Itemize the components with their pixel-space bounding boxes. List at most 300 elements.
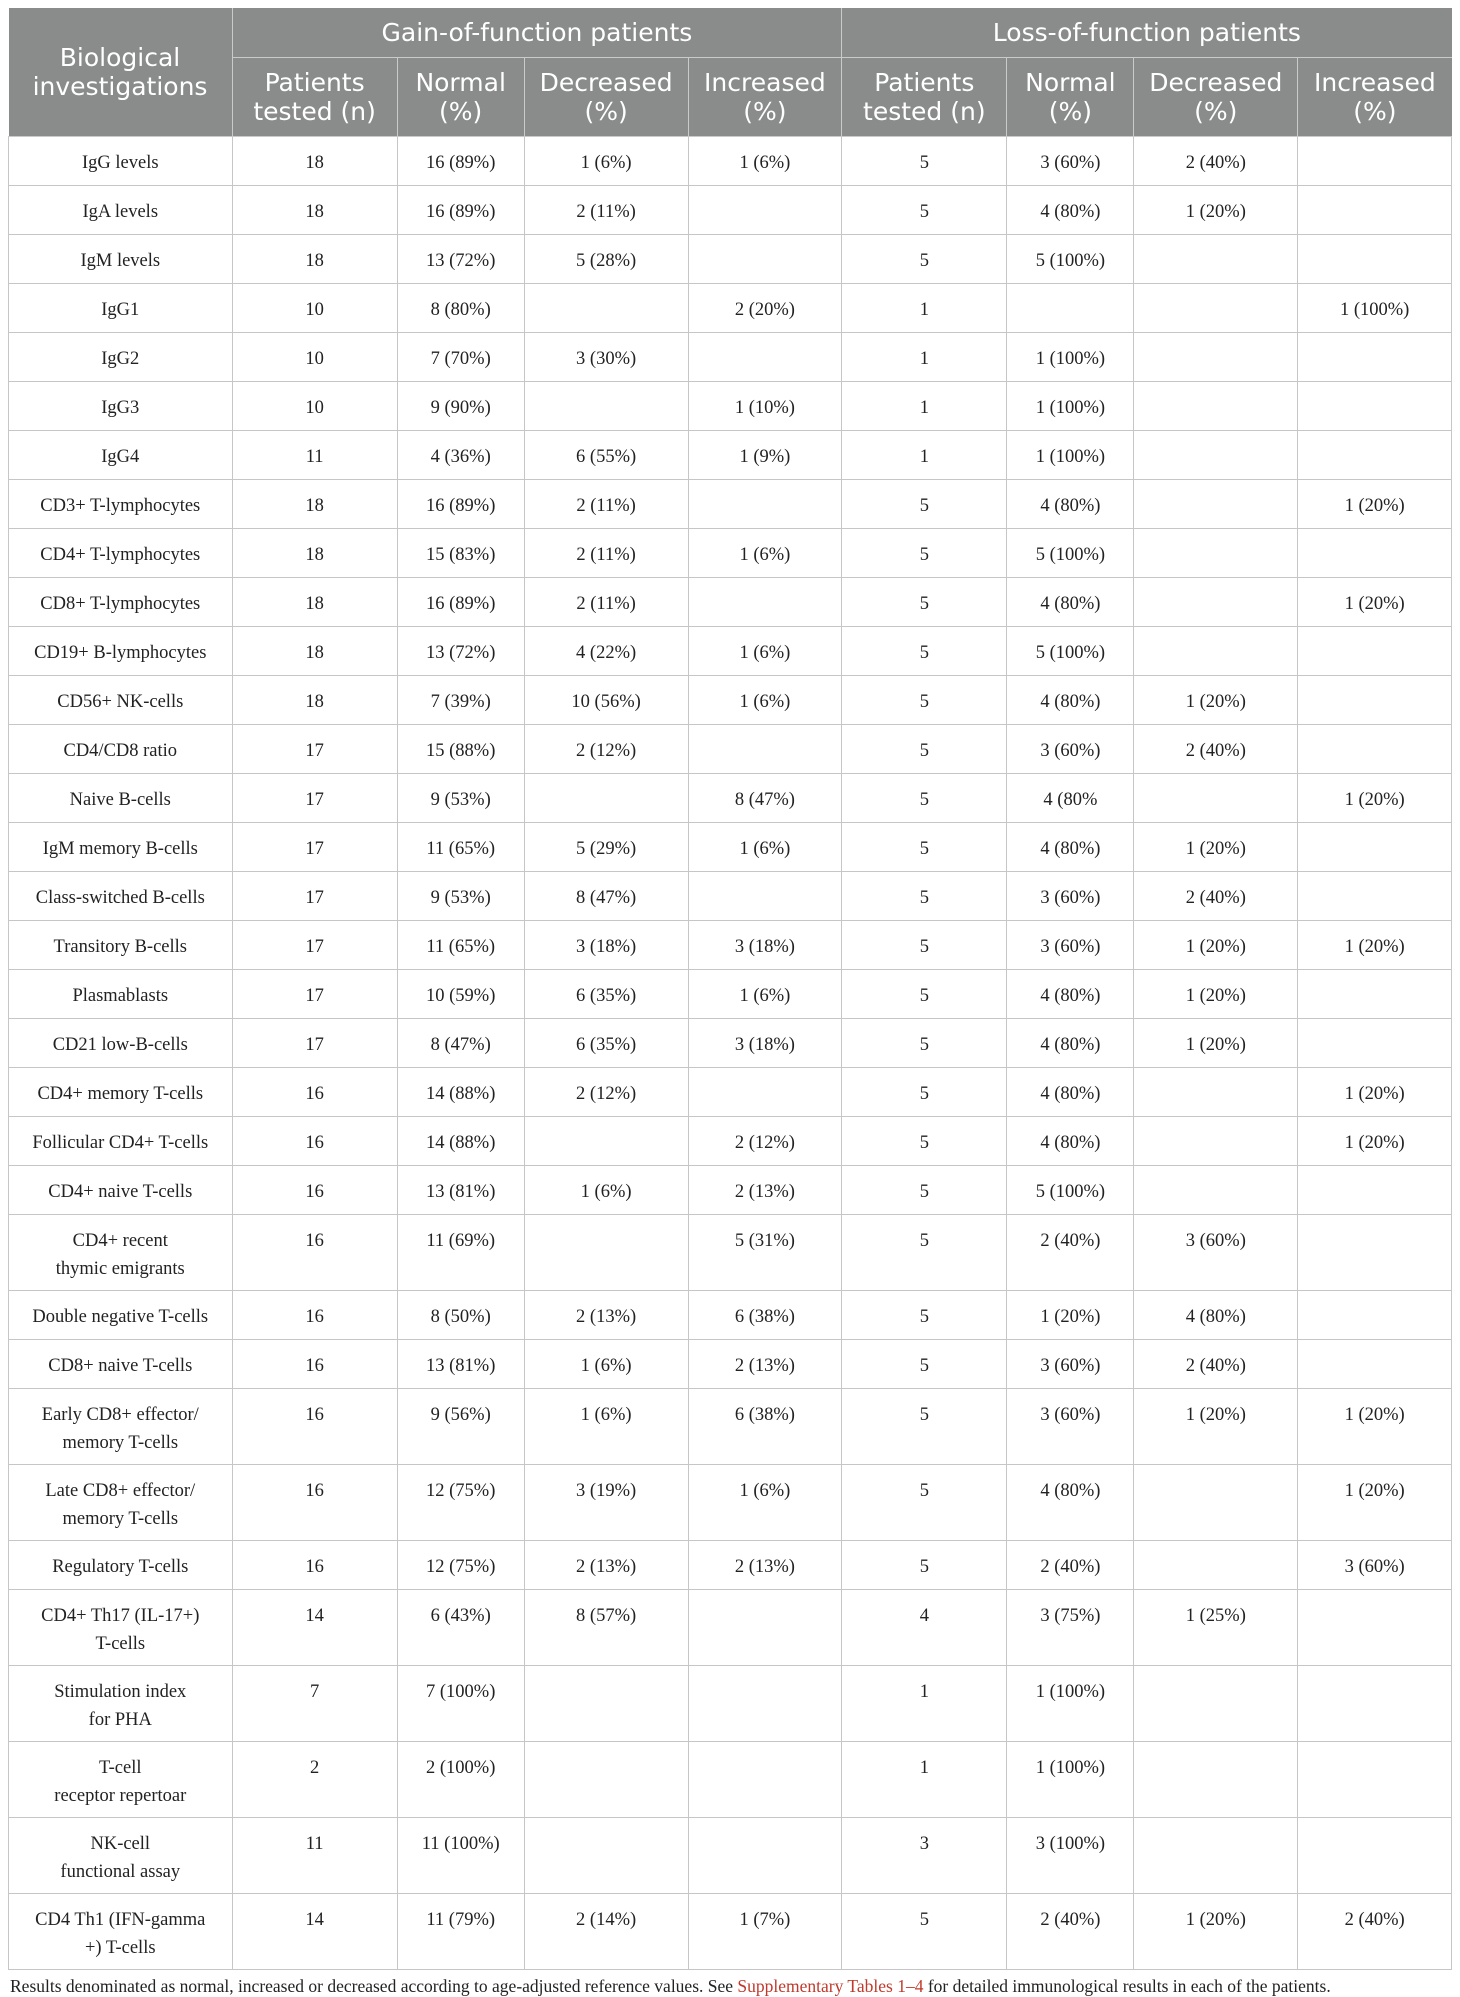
gain-increased-cell: 1 (6%) — [688, 627, 842, 676]
gain-increased-cell: 3 (18%) — [688, 1019, 842, 1068]
gain-increased-cell: 2 (13%) — [688, 1541, 842, 1590]
loss-increased-cell — [1298, 1742, 1452, 1818]
loss-decreased-cell — [1134, 1068, 1298, 1117]
gain-tested-cell: 17 — [232, 725, 397, 774]
loss-increased-cell — [1298, 431, 1452, 480]
gain-increased-cell: 2 (13%) — [688, 1340, 842, 1389]
gain-tested-cell: 17 — [232, 921, 397, 970]
loss-tested-cell: 5 — [842, 627, 1007, 676]
gain-decreased-cell: 5 (29%) — [524, 823, 688, 872]
gain-increased-cell — [688, 186, 842, 235]
gain-normal-cell: 16 (89%) — [397, 186, 524, 235]
gain-increased-cell — [688, 578, 842, 627]
gain-tested-cell: 10 — [232, 284, 397, 333]
loss-tested-cell: 5 — [842, 1215, 1007, 1291]
loss-tested-cell: 4 — [842, 1590, 1007, 1666]
gain-normal-cell: 8 (50%) — [397, 1291, 524, 1340]
table-row — [9, 627, 1452, 676]
gain-increased-cell — [688, 480, 842, 529]
row-label: IgA levels — [9, 186, 233, 235]
gain-tested-cell: 18 — [232, 529, 397, 578]
loss-decreased-cell — [1134, 284, 1298, 333]
loss-normal-cell: 3 (75%) — [1007, 1590, 1134, 1666]
gain-increased-cell: 1 (6%) — [688, 823, 842, 872]
gain-tested-cell: 7 — [232, 1666, 397, 1742]
row-label: Transitory B-cells — [9, 921, 233, 970]
loss-increased-cell: 1 (20%) — [1298, 921, 1452, 970]
loss-normal-cell: 1 (100%) — [1007, 382, 1134, 431]
loss-increased-cell — [1298, 186, 1452, 235]
row-label: Follicular CD4+ T-cells — [9, 1117, 233, 1166]
loss-normal-cell: 4 (80%) — [1007, 186, 1134, 235]
loss-normal-cell: 5 (100%) — [1007, 529, 1134, 578]
loss-decreased-cell — [1134, 1166, 1298, 1215]
row-label: Plasmablasts — [9, 970, 233, 1019]
group-header-loss: Loss-of-function patients — [842, 8, 1452, 58]
col-header-increased: Increased (%) — [688, 58, 842, 137]
table-row — [9, 872, 1452, 921]
loss-normal-cell: 1 (100%) — [1007, 1742, 1134, 1818]
row-label: Stimulation index for PHA — [9, 1666, 233, 1742]
gain-tested-cell: 17 — [232, 1019, 397, 1068]
gain-increased-cell: 2 (20%) — [688, 284, 842, 333]
gain-tested-cell: 16 — [232, 1465, 397, 1541]
gain-increased-cell: 3 (18%) — [688, 921, 842, 970]
loss-decreased-cell: 4 (80%) — [1134, 1291, 1298, 1340]
table-row — [9, 1340, 1452, 1389]
gain-normal-cell: 14 (88%) — [397, 1068, 524, 1117]
loss-increased-cell — [1298, 529, 1452, 578]
gain-increased-cell: 1 (10%) — [688, 382, 842, 431]
loss-increased-cell: 1 (20%) — [1298, 1117, 1452, 1166]
gain-decreased-cell — [524, 382, 688, 431]
loss-normal-cell: 3 (100%) — [1007, 1818, 1134, 1894]
gain-normal-cell: 15 (88%) — [397, 725, 524, 774]
loss-increased-cell — [1298, 235, 1452, 284]
gain-tested-cell: 16 — [232, 1117, 397, 1166]
gain-decreased-cell: 3 (30%) — [524, 333, 688, 382]
gain-decreased-cell: 5 (28%) — [524, 235, 688, 284]
gain-normal-cell: 9 (53%) — [397, 774, 524, 823]
gain-increased-cell: 1 (6%) — [688, 1465, 842, 1541]
gain-normal-cell: 9 (53%) — [397, 872, 524, 921]
gain-tested-cell: 14 — [232, 1590, 397, 1666]
loss-decreased-cell — [1134, 1666, 1298, 1742]
table-row — [9, 1465, 1452, 1541]
col-header-normal: Normal (%) — [1007, 58, 1134, 137]
gain-decreased-cell: 6 (35%) — [524, 970, 688, 1019]
group-header-gain: Gain-of-function patients — [232, 8, 842, 58]
table-row — [9, 1215, 1452, 1291]
gain-decreased-cell: 1 (6%) — [524, 1389, 688, 1465]
gain-normal-cell: 16 (89%) — [397, 578, 524, 627]
gain-tested-cell: 16 — [232, 1166, 397, 1215]
loss-tested-cell: 5 — [842, 235, 1007, 284]
gain-tested-cell: 18 — [232, 676, 397, 725]
gain-decreased-cell: 3 (18%) — [524, 921, 688, 970]
loss-increased-cell — [1298, 1590, 1452, 1666]
gain-normal-cell: 2 (100%) — [397, 1742, 524, 1818]
loss-decreased-cell: 2 (40%) — [1134, 137, 1298, 186]
gain-decreased-cell: 2 (11%) — [524, 186, 688, 235]
loss-tested-cell: 5 — [842, 578, 1007, 627]
loss-decreased-cell — [1134, 1541, 1298, 1590]
loss-tested-cell: 5 — [842, 676, 1007, 725]
loss-normal-cell: 3 (60%) — [1007, 872, 1134, 921]
loss-tested-cell: 5 — [842, 1465, 1007, 1541]
loss-normal-cell: 3 (60%) — [1007, 725, 1134, 774]
gain-tested-cell: 16 — [232, 1389, 397, 1465]
loss-tested-cell: 5 — [842, 1894, 1007, 1970]
loss-decreased-cell: 2 (40%) — [1134, 725, 1298, 774]
gain-normal-cell: 13 (72%) — [397, 235, 524, 284]
gain-tested-cell: 18 — [232, 627, 397, 676]
gain-tested-cell: 16 — [232, 1291, 397, 1340]
loss-normal-cell: 3 (60%) — [1007, 1389, 1134, 1465]
gain-increased-cell — [688, 235, 842, 284]
table-footnote: Results denominated as normal, increased or decreased according to age-adjusted reference values. See Supplementary Tables 1–4 for detailed immunological results in each of the patients. — [10, 1976, 1331, 1996]
gain-increased-cell — [688, 1590, 842, 1666]
row-label: CD4/CD8 ratio — [9, 725, 233, 774]
table-header — [9, 8, 1452, 137]
loss-decreased-cell: 1 (20%) — [1134, 186, 1298, 235]
gain-tested-cell: 18 — [232, 137, 397, 186]
loss-decreased-cell — [1134, 431, 1298, 480]
loss-decreased-cell — [1134, 382, 1298, 431]
gain-decreased-cell — [524, 284, 688, 333]
loss-normal-cell: 4 (80%) — [1007, 1019, 1134, 1068]
loss-tested-cell: 5 — [842, 774, 1007, 823]
gain-decreased-cell — [524, 1117, 688, 1166]
col-header-normal: Normal (%) — [397, 58, 524, 137]
loss-increased-cell: 2 (40%) — [1298, 1894, 1452, 1970]
loss-normal-cell: 1 (100%) — [1007, 333, 1134, 382]
loss-decreased-cell — [1134, 235, 1298, 284]
gain-increased-cell — [688, 725, 842, 774]
col-header-tested: Patients tested (n) — [232, 58, 397, 137]
table-row — [9, 725, 1452, 774]
table-row — [9, 1541, 1452, 1590]
gain-tested-cell: 18 — [232, 186, 397, 235]
loss-increased-cell — [1298, 1666, 1452, 1742]
loss-normal-cell: 1 (20%) — [1007, 1291, 1134, 1340]
table-row — [9, 921, 1452, 970]
loss-increased-cell — [1298, 1340, 1452, 1389]
gain-increased-cell: 2 (12%) — [688, 1117, 842, 1166]
table-row — [9, 529, 1452, 578]
loss-increased-cell — [1298, 872, 1452, 921]
loss-tested-cell: 5 — [842, 1068, 1007, 1117]
loss-decreased-cell — [1134, 1818, 1298, 1894]
gain-increased-cell — [688, 333, 842, 382]
loss-decreased-cell — [1134, 1117, 1298, 1166]
loss-increased-cell — [1298, 333, 1452, 382]
gain-normal-cell: 11 (100%) — [397, 1818, 524, 1894]
loss-tested-cell: 5 — [842, 1166, 1007, 1215]
loss-normal-cell: 5 (100%) — [1007, 1166, 1134, 1215]
table-row — [9, 382, 1452, 431]
loss-normal-cell — [1007, 284, 1134, 333]
table-row — [9, 1590, 1452, 1666]
gain-decreased-cell: 8 (47%) — [524, 872, 688, 921]
gain-decreased-cell — [524, 1818, 688, 1894]
table-row — [9, 333, 1452, 382]
loss-normal-cell: 4 (80%) — [1007, 1465, 1134, 1541]
loss-decreased-cell: 1 (20%) — [1134, 1019, 1298, 1068]
loss-decreased-cell — [1134, 578, 1298, 627]
row-label: IgG1 — [9, 284, 233, 333]
supplementary-tables-link[interactable]: Supplementary Tables 1–4 — [737, 1976, 924, 1996]
gain-decreased-cell: 2 (11%) — [524, 529, 688, 578]
table-row — [9, 137, 1452, 186]
loss-increased-cell: 1 (20%) — [1298, 1465, 1452, 1541]
results-table — [8, 8, 1452, 1970]
loss-increased-cell: 1 (20%) — [1298, 1068, 1452, 1117]
gain-decreased-cell: 3 (19%) — [524, 1465, 688, 1541]
gain-normal-cell: 14 (88%) — [397, 1117, 524, 1166]
gain-increased-cell: 8 (47%) — [688, 774, 842, 823]
row-label: CD4+ memory T-cells — [9, 1068, 233, 1117]
table-row — [9, 480, 1452, 529]
gain-increased-cell: 6 (38%) — [688, 1291, 842, 1340]
loss-tested-cell: 1 — [842, 382, 1007, 431]
loss-normal-cell: 3 (60%) — [1007, 137, 1134, 186]
loss-normal-cell: 4 (80%) — [1007, 1117, 1134, 1166]
table-row — [9, 1019, 1452, 1068]
loss-decreased-cell — [1134, 480, 1298, 529]
gain-tested-cell: 17 — [232, 970, 397, 1019]
gain-increased-cell — [688, 872, 842, 921]
gain-tested-cell: 16 — [232, 1340, 397, 1389]
loss-tested-cell: 5 — [842, 1541, 1007, 1590]
gain-normal-cell: 9 (56%) — [397, 1389, 524, 1465]
loss-decreased-cell — [1134, 627, 1298, 676]
loss-normal-cell: 1 (100%) — [1007, 431, 1134, 480]
loss-tested-cell: 5 — [842, 1340, 1007, 1389]
loss-increased-cell: 1 (20%) — [1298, 1389, 1452, 1465]
gain-increased-cell: 2 (13%) — [688, 1166, 842, 1215]
gain-tested-cell: 16 — [232, 1215, 397, 1291]
loss-normal-cell: 4 (80%) — [1007, 823, 1134, 872]
gain-normal-cell: 11 (79%) — [397, 1894, 524, 1970]
row-label: CD3+ T-lymphocytes — [9, 480, 233, 529]
loss-tested-cell: 5 — [842, 529, 1007, 578]
gain-decreased-cell: 2 (14%) — [524, 1894, 688, 1970]
row-label: Naive B-cells — [9, 774, 233, 823]
gain-decreased-cell: 8 (57%) — [524, 1590, 688, 1666]
loss-increased-cell: 1 (20%) — [1298, 480, 1452, 529]
col-header-decreased: Decreased (%) — [524, 58, 688, 137]
loss-decreased-cell — [1134, 529, 1298, 578]
loss-increased-cell: 1 (100%) — [1298, 284, 1452, 333]
row-label: CD8+ T-lymphocytes — [9, 578, 233, 627]
table-row — [9, 578, 1452, 627]
table-row — [9, 970, 1452, 1019]
table-body — [9, 137, 1452, 1970]
loss-increased-cell: 3 (60%) — [1298, 1541, 1452, 1590]
loss-normal-cell: 2 (40%) — [1007, 1215, 1134, 1291]
loss-increased-cell — [1298, 676, 1452, 725]
loss-tested-cell: 5 — [842, 1019, 1007, 1068]
gain-tested-cell: 10 — [232, 333, 397, 382]
gain-normal-cell: 15 (83%) — [397, 529, 524, 578]
loss-increased-cell — [1298, 1166, 1452, 1215]
gain-normal-cell: 9 (90%) — [397, 382, 524, 431]
gain-increased-cell — [688, 1666, 842, 1742]
gain-decreased-cell — [524, 1666, 688, 1742]
gain-tested-cell: 16 — [232, 1541, 397, 1590]
row-label: Late CD8+ effector/ memory T-cells — [9, 1465, 233, 1541]
gain-tested-cell: 2 — [232, 1742, 397, 1818]
loss-increased-cell — [1298, 1818, 1452, 1894]
loss-tested-cell: 5 — [842, 921, 1007, 970]
loss-increased-cell — [1298, 970, 1452, 1019]
gain-decreased-cell: 2 (12%) — [524, 725, 688, 774]
gain-decreased-cell: 2 (11%) — [524, 480, 688, 529]
gain-normal-cell: 4 (36%) — [397, 431, 524, 480]
loss-normal-cell: 4 (80% — [1007, 774, 1134, 823]
gain-increased-cell — [688, 1818, 842, 1894]
gain-increased-cell: 1 (6%) — [688, 137, 842, 186]
gain-decreased-cell: 2 (13%) — [524, 1541, 688, 1590]
row-label: CD56+ NK-cells — [9, 676, 233, 725]
gain-normal-cell: 7 (100%) — [397, 1666, 524, 1742]
loss-decreased-cell: 1 (20%) — [1134, 1389, 1298, 1465]
gain-increased-cell: 1 (6%) — [688, 676, 842, 725]
table-row — [9, 1818, 1452, 1894]
gain-normal-cell: 13 (81%) — [397, 1340, 524, 1389]
gain-tested-cell: 10 — [232, 382, 397, 431]
row-label: CD4+ T-lymphocytes — [9, 529, 233, 578]
row-label: NK-cell functional assay — [9, 1818, 233, 1894]
loss-normal-cell: 4 (80%) — [1007, 676, 1134, 725]
loss-normal-cell: 4 (80%) — [1007, 1068, 1134, 1117]
gain-tested-cell: 17 — [232, 774, 397, 823]
table-row — [9, 1166, 1452, 1215]
gain-decreased-cell — [524, 1742, 688, 1818]
gain-increased-cell — [688, 1068, 842, 1117]
row-label: IgG4 — [9, 431, 233, 480]
gain-normal-cell: 13 (72%) — [397, 627, 524, 676]
row-label: T-cell receptor repertoar — [9, 1742, 233, 1818]
loss-decreased-cell — [1134, 333, 1298, 382]
gain-normal-cell: 11 (65%) — [397, 823, 524, 872]
table-row — [9, 284, 1452, 333]
loss-tested-cell: 1 — [842, 1666, 1007, 1742]
loss-normal-cell: 3 (60%) — [1007, 1340, 1134, 1389]
loss-tested-cell: 5 — [842, 970, 1007, 1019]
row-label: IgG levels — [9, 137, 233, 186]
loss-normal-cell: 4 (80%) — [1007, 578, 1134, 627]
gain-decreased-cell: 6 (35%) — [524, 1019, 688, 1068]
loss-decreased-cell: 1 (20%) — [1134, 921, 1298, 970]
gain-tested-cell: 18 — [232, 578, 397, 627]
gain-normal-cell: 13 (81%) — [397, 1166, 524, 1215]
row-label: IgM levels — [9, 235, 233, 284]
gain-decreased-cell: 6 (55%) — [524, 431, 688, 480]
gain-decreased-cell: 1 (6%) — [524, 1166, 688, 1215]
gain-normal-cell: 6 (43%) — [397, 1590, 524, 1666]
loss-normal-cell: 5 (100%) — [1007, 627, 1134, 676]
col-header-decreased: Decreased (%) — [1134, 58, 1298, 137]
gain-decreased-cell: 10 (56%) — [524, 676, 688, 725]
gain-normal-cell: 11 (69%) — [397, 1215, 524, 1291]
loss-tested-cell: 1 — [842, 284, 1007, 333]
loss-normal-cell: 5 (100%) — [1007, 235, 1134, 284]
gain-decreased-cell — [524, 1215, 688, 1291]
loss-tested-cell: 5 — [842, 1291, 1007, 1340]
gain-increased-cell: 1 (6%) — [688, 529, 842, 578]
loss-normal-cell: 4 (80%) — [1007, 480, 1134, 529]
table-row — [9, 1389, 1452, 1465]
loss-increased-cell — [1298, 627, 1452, 676]
gain-increased-cell: 1 (9%) — [688, 431, 842, 480]
loss-tested-cell: 5 — [842, 480, 1007, 529]
gain-tested-cell: 17 — [232, 872, 397, 921]
row-label: Early CD8+ effector/ memory T-cells — [9, 1389, 233, 1465]
stub-header: Biological investigations — [9, 8, 233, 137]
gain-increased-cell: 5 (31%) — [688, 1215, 842, 1291]
row-label: Regulatory T-cells — [9, 1541, 233, 1590]
table-row — [9, 823, 1452, 872]
loss-increased-cell: 1 (20%) — [1298, 578, 1452, 627]
loss-normal-cell: 1 (100%) — [1007, 1666, 1134, 1742]
gain-normal-cell: 8 (80%) — [397, 284, 524, 333]
loss-decreased-cell — [1134, 1742, 1298, 1818]
gain-tested-cell: 18 — [232, 235, 397, 284]
loss-normal-cell: 2 (40%) — [1007, 1894, 1134, 1970]
gain-normal-cell: 16 (89%) — [397, 137, 524, 186]
gain-normal-cell: 11 (65%) — [397, 921, 524, 970]
row-label: CD4+ Th17 (IL-17+) T-cells — [9, 1590, 233, 1666]
row-label: IgM memory B-cells — [9, 823, 233, 872]
table-row — [9, 1894, 1452, 1970]
loss-tested-cell: 1 — [842, 333, 1007, 382]
table-row — [9, 1068, 1452, 1117]
loss-tested-cell: 5 — [842, 823, 1007, 872]
table-row — [9, 1666, 1452, 1742]
loss-increased-cell: 1 (20%) — [1298, 774, 1452, 823]
gain-decreased-cell: 2 (13%) — [524, 1291, 688, 1340]
gain-normal-cell: 16 (89%) — [397, 480, 524, 529]
row-label: CD21 low-B-cells — [9, 1019, 233, 1068]
loss-decreased-cell: 3 (60%) — [1134, 1215, 1298, 1291]
gain-normal-cell: 12 (75%) — [397, 1541, 524, 1590]
loss-tested-cell: 5 — [842, 186, 1007, 235]
loss-tested-cell: 5 — [842, 725, 1007, 774]
loss-increased-cell — [1298, 1019, 1452, 1068]
row-label: Double negative T-cells — [9, 1291, 233, 1340]
col-header-tested: Patients tested (n) — [842, 58, 1007, 137]
loss-normal-cell: 2 (40%) — [1007, 1541, 1134, 1590]
loss-increased-cell — [1298, 725, 1452, 774]
row-label: CD19+ B-lymphocytes — [9, 627, 233, 676]
gain-decreased-cell: 1 (6%) — [524, 1340, 688, 1389]
loss-tested-cell: 1 — [842, 431, 1007, 480]
loss-decreased-cell: 2 (40%) — [1134, 1340, 1298, 1389]
gain-increased-cell — [688, 1742, 842, 1818]
loss-decreased-cell: 1 (25%) — [1134, 1590, 1298, 1666]
gain-tested-cell: 14 — [232, 1894, 397, 1970]
loss-decreased-cell: 1 (20%) — [1134, 823, 1298, 872]
loss-increased-cell — [1298, 1291, 1452, 1340]
gain-increased-cell: 6 (38%) — [688, 1389, 842, 1465]
table-row — [9, 1742, 1452, 1818]
gain-decreased-cell: 1 (6%) — [524, 137, 688, 186]
loss-increased-cell — [1298, 382, 1452, 431]
gain-normal-cell: 10 (59%) — [397, 970, 524, 1019]
loss-tested-cell: 5 — [842, 872, 1007, 921]
